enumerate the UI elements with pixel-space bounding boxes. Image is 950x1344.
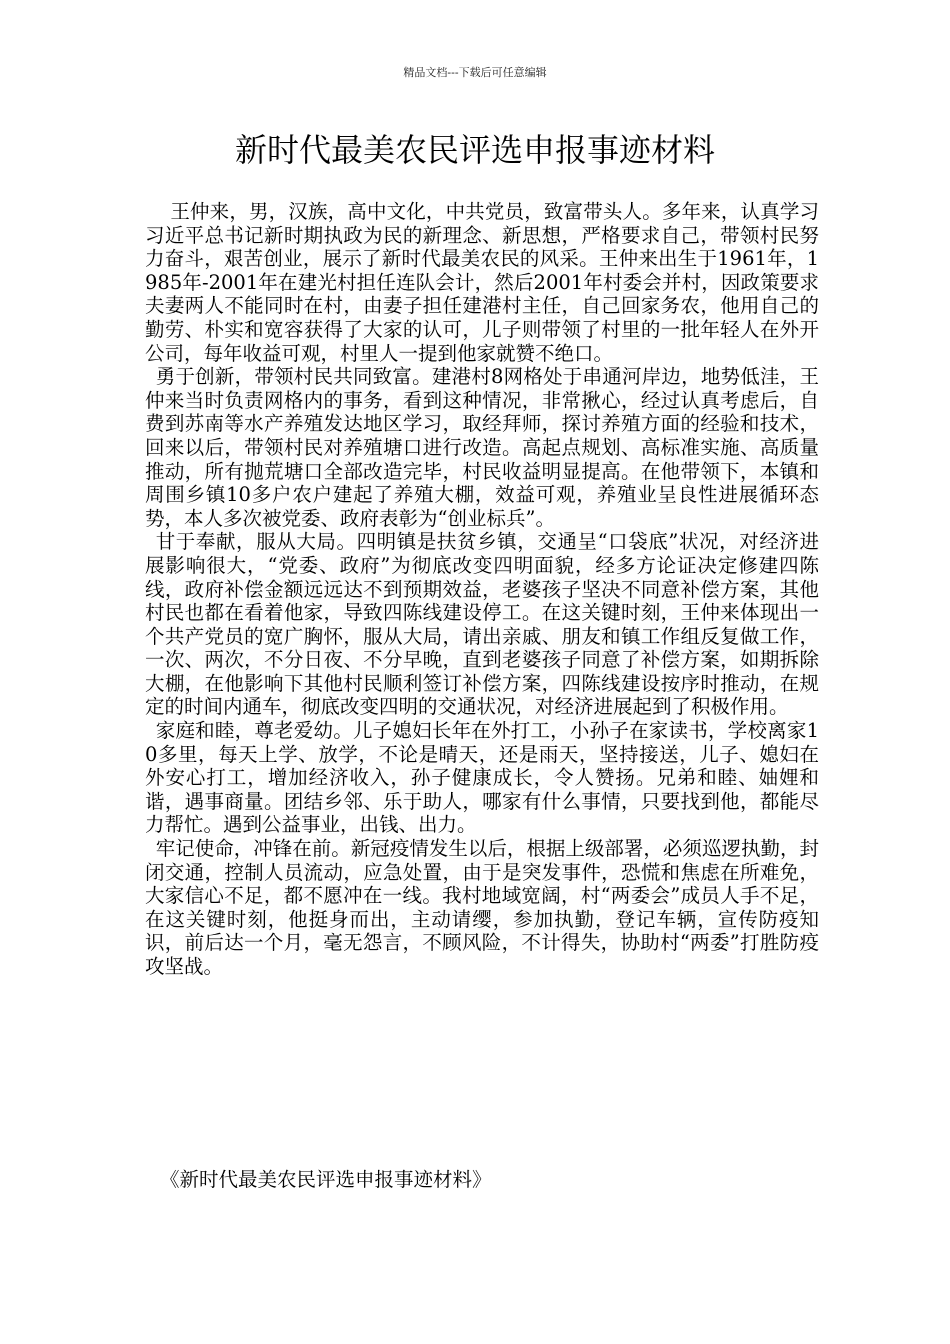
document-title: 新时代最美农民评选申报事迹材料 bbox=[234, 131, 715, 169]
paragraph-dedication: 甘于奉献，服从大局。四明镇是扶贫乡镇，交通呈“口袋底”状况，对经济进展影响很大，“党委、政府”为彻底改变四明面貌，经多方论证决定修建四陈线，政府补偿金额远远达不到预期效益，老婆孩子坚决不同意补偿方案，其他村民也都在看着他家，导致四陈线建设停工。在这关键时刻，王仲来体现出一个共产党员的宽广胸怀，服从大局，请出亲戚、朋友和镇工作组反复做工作，一次、两次，不分日夜、不分早晚，直到老婆孩子同意了补偿方案，如期拆除大棚，在他影响下其他村民顺利签订补偿方案，四陈线建设按序时推动，在规定的时间内通车，彻底改变四明的交通状况，对经济进展起到了积极作用。 bbox=[145, 530, 819, 719]
paragraph-intro: 王仲来，男，汉族，高中文化，中共党员，致富带头人。多年来，认真学习习近平总书记新时期执政为民的新理念、新思想，严格要求自己，带领村民努力奋斗，艰苦创业，展示了新时代最美农民的风采。王仲来出生于1961年，1985年-2001年在建光村担任连队会计，然后2001年村委会并村，因政策要求夫妻两人不能同时在村，由妻子担任建港村主任，自己回家务农，他用自己的勤劳、朴实和宽容获得了大家的认可，儿子则带领了村里的一批年轻人在外开公司，每年收益可观，村里人一提到他家就赞不绝口。 bbox=[145, 200, 819, 365]
paragraph-mission: 牢记使命，冲锋在前。新冠疫情发生以后，根据上级部署，必须巡逻执勤，封闭交通，控制人员流动，应急处置，由于是突发事件，恐慌和焦虑在所难免，大家信心不足，都不愿冲在一线。我村地域宽阔，村“两委会”成员人手不足，在这关键时刻，他挺身而出，主动请缨，参加执勤，登记车辆，宣传防疫知识，前后达一个月，毫无怨言，不顾风险，不计得失，协助村“两委”打胜防疫攻坚战。 bbox=[145, 837, 819, 978]
footer-document-title: 《新时代最美农民评选申报事迹材料》 bbox=[160, 1168, 492, 1191]
paragraph-innovation: 勇于创新，带领村民共同致富。建港村8网格处于串通河岸边，地势低洼，王仲来当时负责网格内的事务，看到这种情况，非常揪心，经过认真考虑后，自费到苏南等水产养殖发达地区学习，取经拜师，探讨养殖方面的经验和技术，回来以后，带领村民对养殖塘口进行改造。高起点规划、高标准实施、高质量推动，所有抛荒塘口全部改造完毕，村民收益明显提高。在他带领下，本镇和周围乡镇10多户农户建起了养殖大棚，效益可观，养殖业呈良性进展循环态势，本人多次被党委、政府表彰为“创业标兵”。 bbox=[145, 365, 819, 530]
page-header-note: 精品文档---下载后可任意编辑 bbox=[403, 66, 547, 79]
paragraph-family: 家庭和睦，尊老爱幼。儿子媳妇长年在外打工，小孙子在家读书，学校离家10多里，每天上学、放学，不论是晴天，还是雨天，坚持接送，儿子、媳妇在外安心打工，增加经济收入，孙子健康成长，令人赞扬。兄弟和睦、妯娌和谐，遇事商量。团结乡邻、乐于助人，哪家有什么事情，只要找到他，都能尽力帮忙。遇到公益事业，出钱、出力。 bbox=[145, 719, 819, 837]
document-body bbox=[145, 200, 819, 979]
